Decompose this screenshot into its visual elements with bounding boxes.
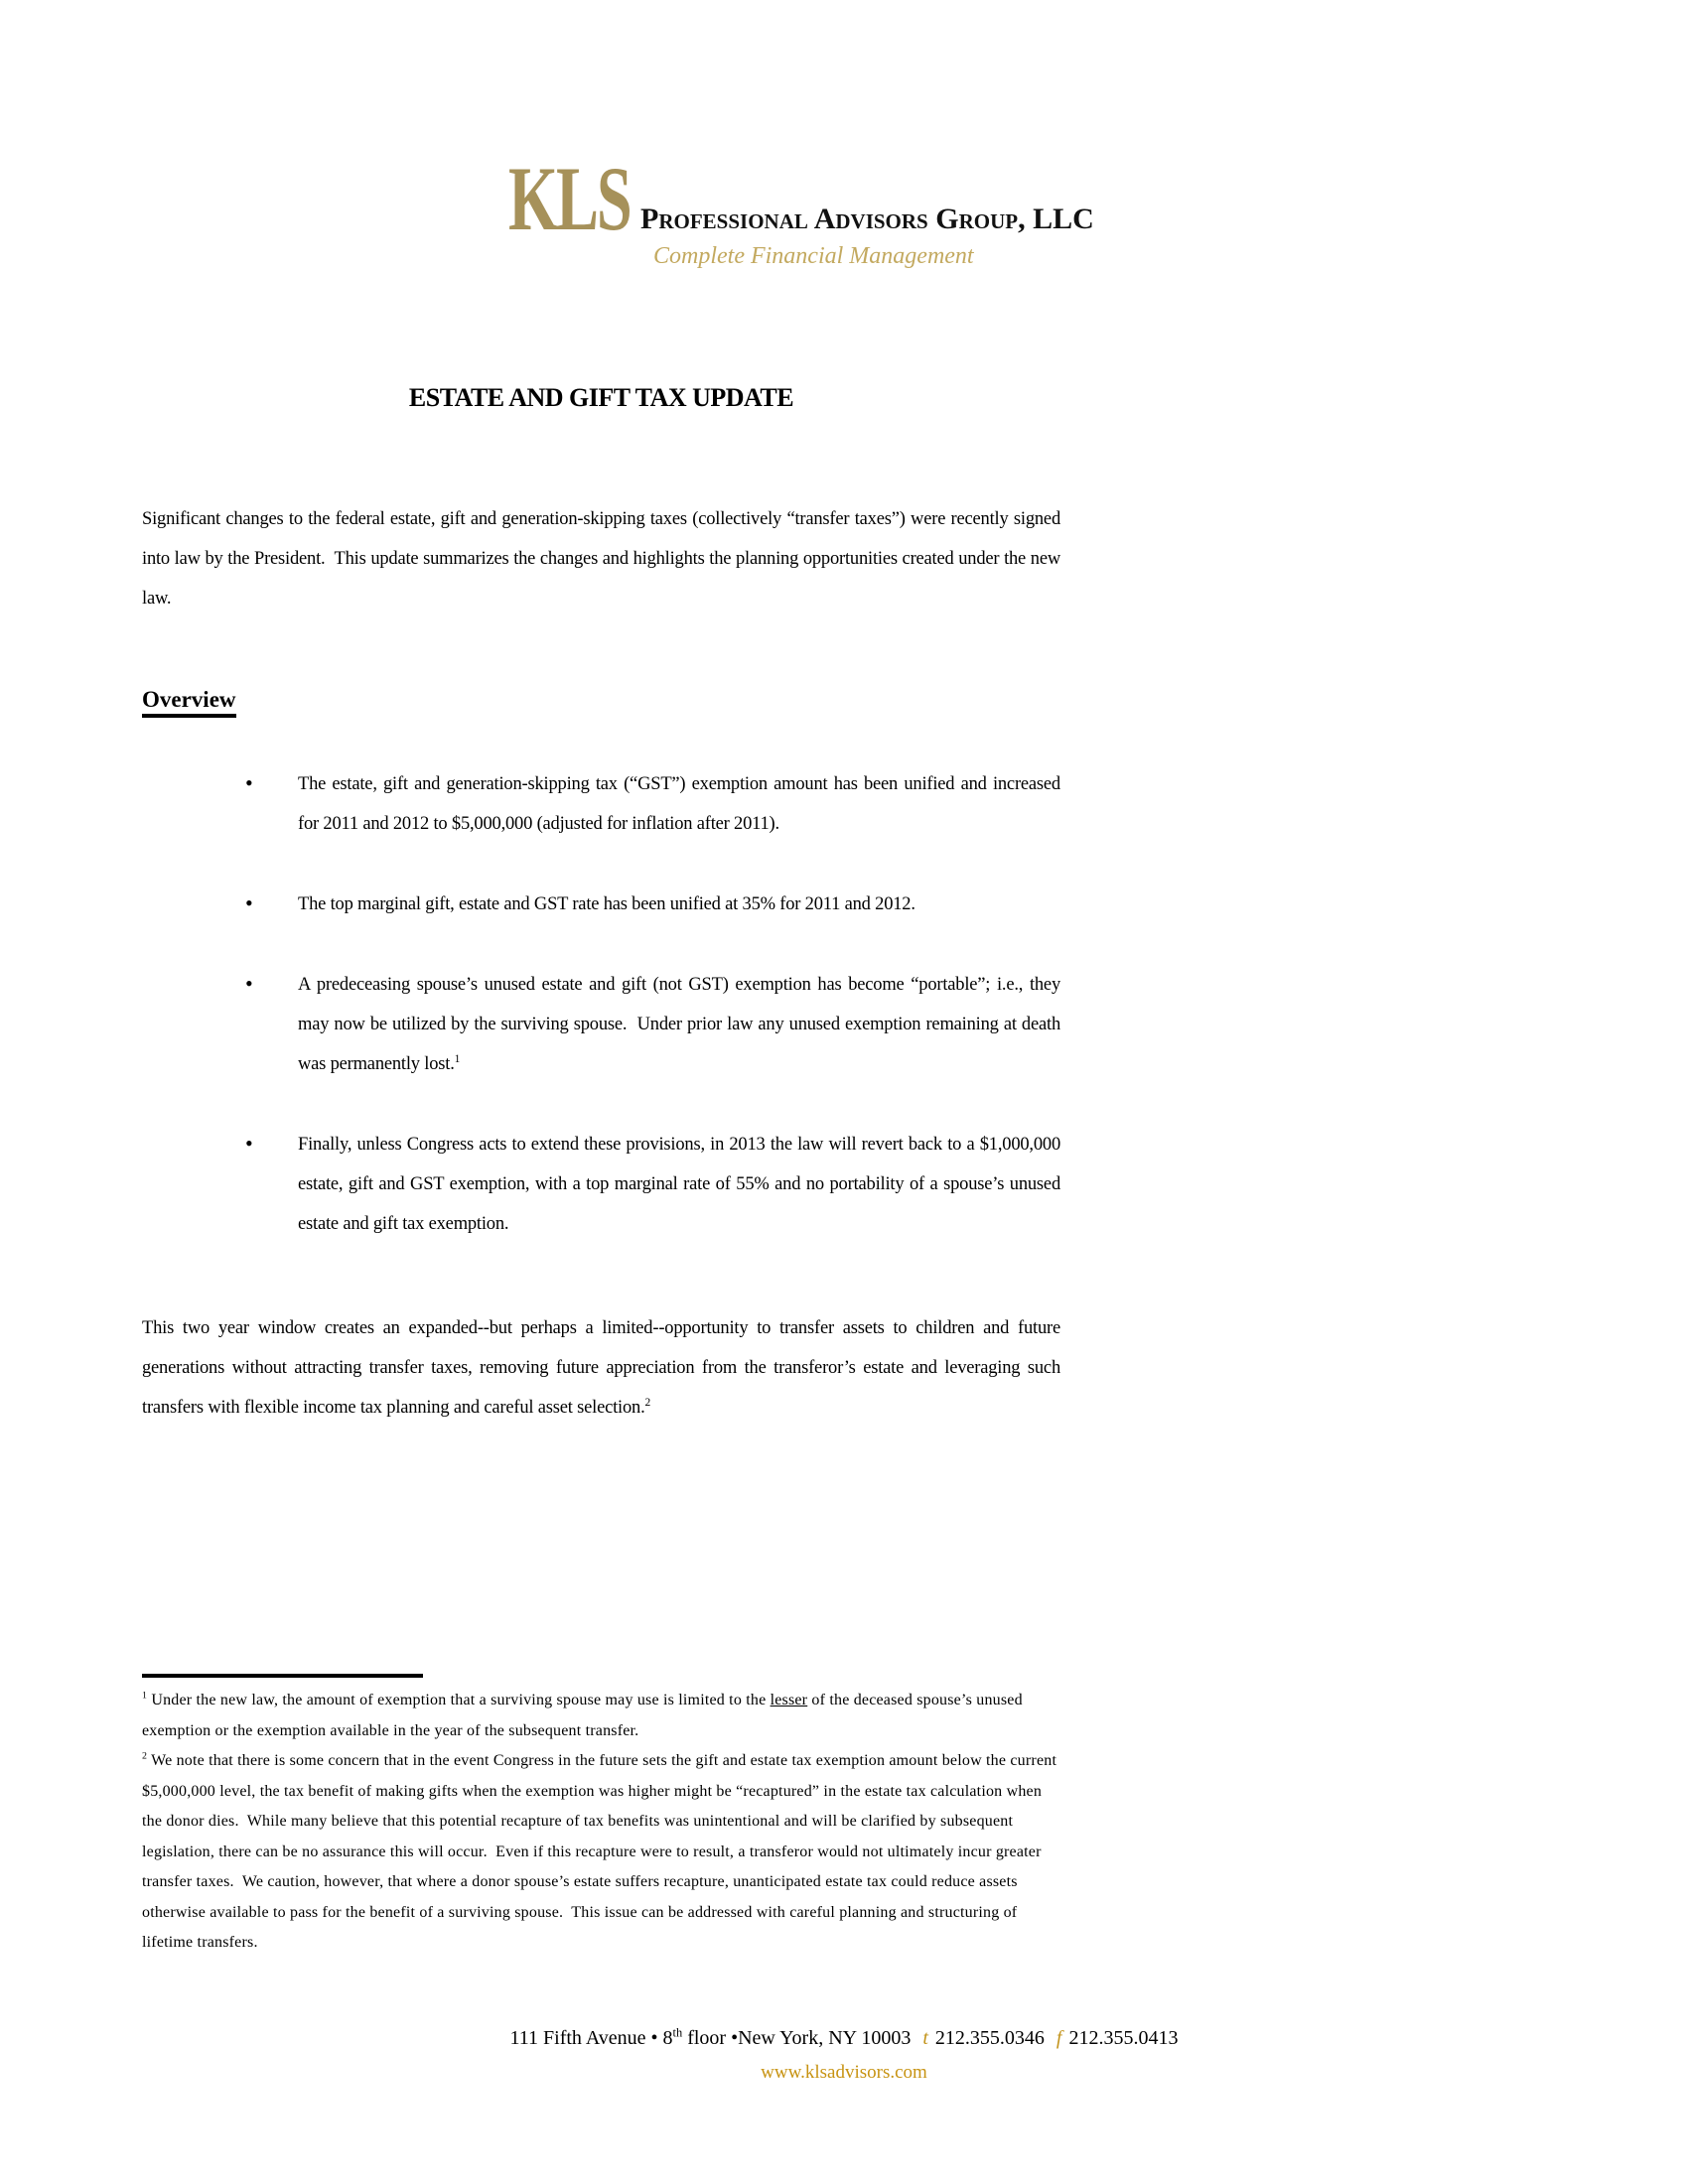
footnote-marker: 1 [142,1690,148,1702]
bullet-icon: • [245,770,253,795]
footnote-underlined-word: lesser [770,1692,808,1708]
list-item-text: The top marginal gift, estate and GST rate has been unified at 35% for 2011 and 2012. [298,894,915,914]
intro-paragraph: Significant changes to the federal estate, gift and generation-skipping taxes (collectively “transfer taxes”) were recently signed into law by the President. This update summarizes the changes and highlights the planning opportunities created under the new law. [142,509,1065,609]
list-item-text: The estate, gift and generation-skipping tax (“GST”) exemption amount has been unified and increased for 2011 and 2012 to $5,000,000 (adjusted for inflation after 2011). [298,774,1065,834]
bullet-icon: • [245,890,253,915]
overview-heading-label: Overview [142,687,236,718]
footer-address-city: floor •New York, NY 10003 [682,2027,912,2049]
footer-website-link[interactable]: www.klsadvisors.com [761,2062,927,2083]
footnote-text: of the deceased spouse’s unused exemption or the exemption available in the year of the subsequent transfer. [142,1692,1027,1739]
footnote-marker: 2 [142,1750,148,1762]
footer-phone-number: 212.355.0346 [934,2027,1045,2049]
footnotes [142,1686,1060,1959]
footnote-ref: 2 [644,1396,651,1409]
overview-bullet-list [142,764,1065,1285]
list-item-text: Finally, unless Congress acts to extend these provisions, in 2013 the law will revert back to a $1,000,000 estate, gift and GST exemption, with a top marginal rate of 55% and no portability of a spouse’s unused estate and gift tax exemption. [298,1135,1065,1234]
footer-fax-number: 212.355.0413 [1068,2027,1179,2049]
closing-paragraph [142,1308,1065,1428]
bullet-icon: • [245,1131,253,1156]
document-title: ESTATE AND GIFT TAX UPDATE [408,383,794,412]
footnote-2 [142,1746,1060,1959]
closing-paragraph-text: This two year window creates an expanded--but perhaps a limited--opportunity to transfer assets to children and future generations without attracting transfer taxes, removing future appreciation from the transferor’s estate and leveraging such transfers with flexible income tax planning and careful asset selection. [142,1318,1065,1418]
footnote-text: Under the new law, the amount of exemption that a surviving spouse may use is limited to the [147,1692,771,1708]
footnote-ref: 1 [454,1052,461,1065]
footnote-separator [142,1674,423,1678]
footnote-1 [142,1686,1060,1746]
footer-address-street: 111 Fifth Avenue • 8 [509,2027,673,2049]
overview-heading [142,687,236,718]
kls-logo: KLS [508,148,631,249]
list-item [142,1125,1065,1244]
list-item [142,764,1065,844]
org-name: Professional Advisors Group, LLC [640,203,1094,235]
list-item [142,965,1065,1084]
list-item [142,885,1060,924]
footer-phone-label: t [922,2027,928,2049]
bullet-icon: • [245,971,253,996]
list-item-text: A predeceasing spouse’s unused estate and gift (not GST) exemption has become “portable”; i.e., they may now be utilized by the surviving spouse. Under prior law any unused exemption remaining at death was permanently lost. [298,975,1065,1074]
footer-ordinal-suffix: th [672,2025,683,2040]
footnote-text: We note that there is some concern that in the event Congress in the future sets the gift and estate tax exemption amount below the current $5,000,000 level, the tax benefit of making gifts when the exemption was higher might be “recaptured” in the estate tax calculation when the donor dies. While many believe that this potential recapture of tax benefits was unintentional and will be clarified by subsequent legislation, there can be no assurance this will occur. Even if this recapture were to result, a transferor would not ultimately incur greater transfer taxes. We caution, however, that where a donor spouse’s estate suffers recapture, unanticipated estate tax could reduce assets otherwise available to pass for the benefit of a surviving spouse. This issue can be addressed with careful planning and structuring of lifetime transfers. [142,1752,1061,1951]
org-tagline: Complete Financial Management [653,243,974,269]
footer-fax-label: f [1055,2027,1062,2049]
footer-address [0,2027,1688,2050]
